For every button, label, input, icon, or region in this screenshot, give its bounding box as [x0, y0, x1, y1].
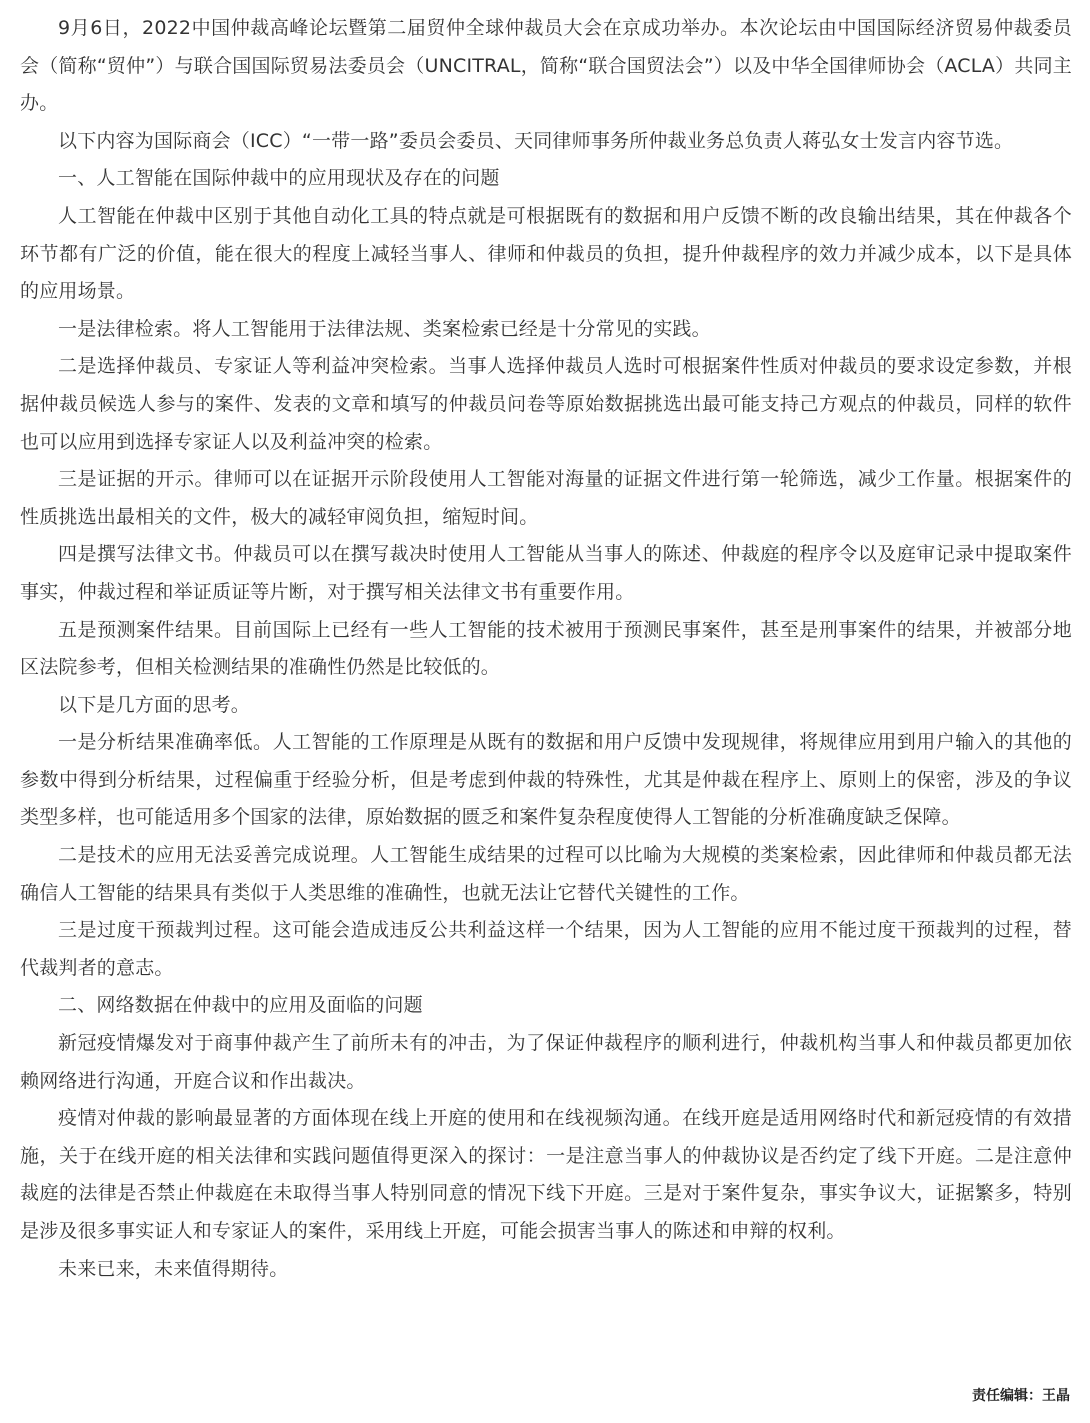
body-paragraph: 一是分析结果准确率低。人工智能的工作原理是从既有的数据和用户反馈中发现规律，将规律应用到用户输入的其他的参数中得到分析结果，过程偏重于经验分析，但是考虑到仲裁的特殊性，尤其是仲裁在程序上、原则上的保密，涉及的争议类型多样，也可能适用多个国家的法律，原始数据的匮乏和案件复杂程度使得人工智能的分析准确度缺乏保障。 — [20, 731, 1072, 829]
body-paragraph: 三是过度干预裁判过程。这可能会造成违反公共利益这样一个结果，因为人工智能的应用不能过度干预裁判的过程，替代裁判者的意志。 — [20, 919, 1072, 979]
closing-paragraph: 未来已来，未来值得期待。 — [58, 1257, 289, 1280]
article-body — [20, 10, 1072, 1288]
section-heading-network: 二、网络数据在仲裁中的应用及面临的问题 — [58, 994, 423, 1017]
body-paragraph: 二是选择仲裁员、专家证人等利益冲突检索。当事人选择仲裁员人选时可根据案件性质对仲裁员的要求设定参数，并根据仲裁员候选人参与的案件、发表的文章和填写的仲裁员问卷等原始数据挑选出最可能支持己方观点的仲裁员，同样的软件也可以应用到选择专家证人以及利益冲突的检索。 — [20, 355, 1072, 453]
body-paragraph: 五是预测案件结果。目前国际上已经有一些人工智能的技术被用于预测民事案件，甚至是刑事案件的结果，并被部分地区法院参考，但相关检测结果的准确性仍然是比较低的。 — [20, 618, 1072, 679]
body-paragraph: 二是技术的应用无法妥善完成说理。人工智能生成结果的过程可以比喻为大规模的类案检索，因此律师和仲裁员都无法确信人工智能的结果具有类似于人类思维的准确性，也就无法让它替代关键性的工作。 — [20, 844, 1072, 904]
editor-credit: 责任编辑：王晶 — [972, 1388, 1070, 1404]
body-paragraph: 以下是几方面的思考。 — [58, 693, 251, 716]
speaker-paragraph: 以下内容为国际商会（ICC）“一带一路”委员会委员、天同律师事务所仲裁业务总负责人蒋弘女士发言内容节选。 — [58, 129, 1014, 152]
body-paragraph: 人工智能在仲裁中区别于其他自动化工具的特点就是可根据既有的数据和用户反馈不断的改良输出结果，其在仲裁各个环节都有广泛的价值，能在很大的程度上减轻当事人、律师和仲裁员的负担，提升仲裁程序的效力并减少成本，以下是具体的应用场景。 — [20, 204, 1072, 303]
body-paragraph: 一是法律检索。将人工智能用于法律法规、类案检索已经是十分常见的实践。 — [58, 317, 711, 340]
body-paragraph: 四是撰写法律文书。仲裁员可以在撰写裁决时使用人工智能从当事人的陈述、仲裁庭的程序令以及庭审记录中提取案件事实，仲裁过程和举证质证等片断，对于撰写相关法律文书有重要作用。 — [20, 543, 1072, 603]
body-paragraph: 新冠疫情爆发对于商事仲裁产生了前所未有的冲击，为了保证仲裁程序的顺利进行，仲裁机构当事人和仲裁员都更加依赖网络进行沟通，开庭合议和作出裁决。 — [20, 1032, 1072, 1092]
intro-paragraph: 9月6日，2022中国仲裁高峰论坛暨第二届贸仲全球仲裁员大会在京成功举办。本次论坛由中国国际经济贸易仲裁委员会（简称“贸仲”）与联合国国际贸易法委员会（UNCITRAL，简称“联合国贸法会”）以及中华全国律师协会（ACLA）共同主办。 — [20, 17, 1072, 115]
section-heading-ai: 一、人工智能在国际仲裁中的应用现状及存在的问题 — [58, 167, 500, 190]
body-paragraph: 三是证据的开示。律师可以在证据开示阶段使用人工智能对海量的证据文件进行第一轮筛选，减少工作量。根据案件的性质挑选出最相关的文件，极大的减轻审阅负担，缩短时间。 — [20, 468, 1072, 528]
body-paragraph: 疫情对仲裁的影响最显著的方面体现在线上开庭的使用和在线视频沟通。在线开庭是适用网络时代和新冠疫情的有效措施，关于在线开庭的相关法律和实践问题值得更深入的探讨：一是注意当事人的仲裁协议是否约定了线下开庭。二是注意仲裁庭的法律是否禁止仲裁庭在未取得当事人特别同意的情况下线下开庭。三是对于案件复杂，事实争议大，证据繁多，特别是涉及很多事实证人和专家证人的案件，采用线上开庭，可能会损害当事人的陈述和申辩的权利。 — [20, 1107, 1072, 1242]
